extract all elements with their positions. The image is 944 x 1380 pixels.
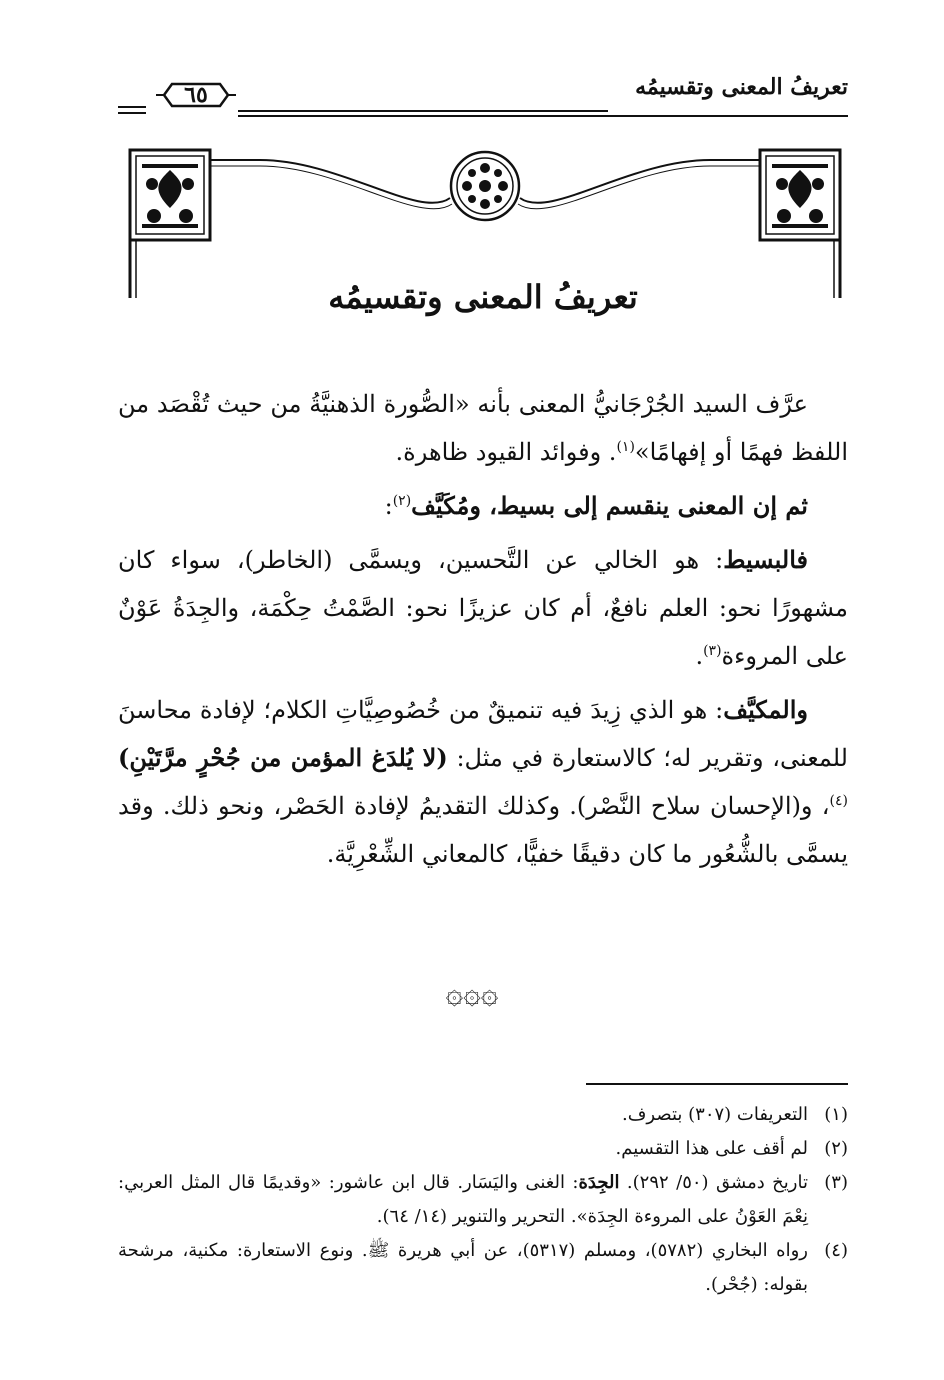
page-number: ٦٥ <box>184 82 208 108</box>
footnote-term: الجِدَة <box>578 1172 620 1193</box>
page-number-badge <box>156 78 236 112</box>
footnote-text: التعريفات (٣٠٧) بتصرف. <box>622 1104 808 1125</box>
footnote-item <box>118 1098 848 1132</box>
header-rule-left-lower <box>118 112 146 114</box>
paragraph-text: ، و(الإحسان سلاح النَّصْر). وكذلك التقديمُ لإفادة الحَصْر، ونحو ذلك. وقد يسمَّى بالشُّعُور ما كان دقيقًا خفيًّا، كالمعاني الشِّعْرِيَّة. <box>118 792 848 868</box>
paragraph-text: : هو الذي زِيدَ فيه تنميقٌ من خُصُوصِيَّاتِ الكلام؛ لإفادة محاسنَ للمعنى، وتقرير له؛ كالاستعارة في مثل: <box>118 696 848 772</box>
footnote-item <box>118 1166 848 1234</box>
paragraph-text: : <box>384 492 393 520</box>
paragraph-definition <box>118 380 848 476</box>
footnotes <box>118 1098 848 1302</box>
bold-statement: ثم إن المعنى ينقسم إلى بسيط، ومُكَيَّف <box>411 491 808 520</box>
footnote-ref: (٤) <box>829 793 848 809</box>
footnote-text: رواه البخاري (٥٧٨٢)، ومسلم (٥٣١٧)، عن أبي هريرة ﷺ. ونوع الاستعارة: مكنية، مرشحة بقوله: (جُحْر). <box>118 1240 808 1295</box>
chapter-ornament-icon <box>120 140 850 300</box>
footnote-ref: (١) <box>616 439 635 455</box>
paragraph-text: : هو الخالي عن التَّحسين، ويسمَّى (الخاطر)، سواء كان مشهورًا نحو: العلم نافعٌ، أم كان عزيزًا نحو: الصَّمْتُ حِكْمَة، والجِدَةُ عَوْنٌ على المروءة <box>118 546 849 670</box>
running-header <box>118 74 848 120</box>
paragraph-text: . <box>695 642 704 670</box>
footnote-number: (٢) <box>824 1138 848 1159</box>
footnote-text: لم أقف على هذا التقسيم. <box>615 1138 808 1159</box>
footnote-ref: (٢) <box>392 493 412 509</box>
paragraph-text: . وفوائد القيود ظاهرة. <box>395 438 617 466</box>
footnote-text <box>118 1166 808 1234</box>
footnote-number: (٣) <box>824 1172 848 1193</box>
body-text <box>118 380 848 884</box>
paragraph-text: عرَّف السيد الجُرْجَانيُّ المعنى بأنه «الصُّورة الذهنيَّةُ من حيث تُقْصَد من اللفظ فهمًا أو إفهامًا» <box>118 390 848 466</box>
footnote-item <box>118 1132 848 1166</box>
header-rule-upper <box>238 110 608 112</box>
footnote-rule <box>586 1083 848 1085</box>
header-rule-left-upper <box>118 106 146 108</box>
chapter-title: تعريفُ المعنى وتقسيمُه <box>328 278 638 316</box>
term-embellished: والمكيَّف <box>723 695 809 724</box>
footnote-number: (٤) <box>824 1240 848 1261</box>
term-simple: فالبسيط <box>723 545 808 574</box>
header-rule-lower <box>238 115 848 117</box>
hadith-quote: (لا يُلدَغ المؤمن من جُحْرٍ مرَّتَيْنِ) <box>118 743 448 772</box>
section-separator-icon: ۞۞۞ <box>445 976 499 1011</box>
footnote-text-part: تاريخ دمشق (٥٠/ ٢٩٢). <box>619 1172 808 1193</box>
paragraph-embellished <box>118 686 848 878</box>
footnote-ref: (٣) <box>703 643 722 659</box>
paragraph-division <box>118 482 848 530</box>
footnote-item <box>118 1234 848 1302</box>
footnote-text-part: : الغنى واليَسَار. قال ابن عاشور: «وقديمًا قال المثل العربي: نِعْمَ العَوْنُ على المروءة الجِدَة». التحرير والتنوير (١٤/ ٦٤). <box>118 1172 808 1227</box>
running-header-title: تعريفُ المعنى وتقسيمُه <box>635 74 848 100</box>
paragraph-simple <box>118 536 848 680</box>
footnote-number: (١) <box>824 1104 848 1125</box>
